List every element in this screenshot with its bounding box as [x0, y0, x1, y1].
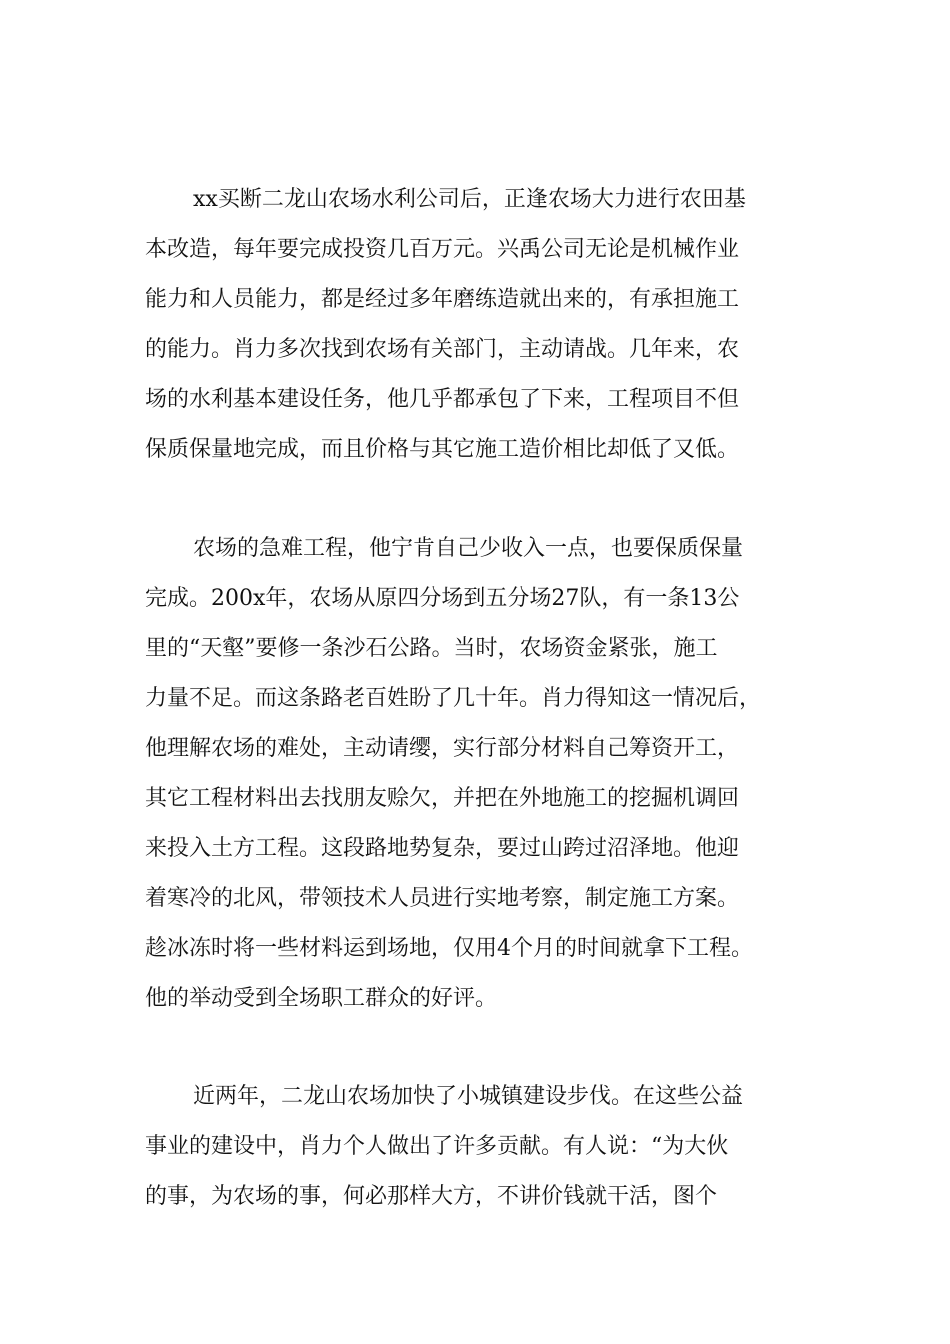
- paragraph-line: 事业的建设中，肖力个人做出了许多贡献。有人说：“为大伙: [145, 1134, 729, 1159]
- paragraph-line: 本改造，每年要完成投资几百万元。兴禹公司无论是机械作业: [145, 237, 740, 262]
- paragraph-line: 着寒冷的北风，带领技术人员进行实地考察，制定施工方案。: [145, 886, 740, 911]
- paragraph-line: 能力和人员能力，都是经过多年磨练造就出来的，有承担施工: [145, 287, 740, 312]
- paragraph-line: 近两年，二龙山农场加快了小城镇建设步伐。在这些公益: [193, 1084, 744, 1109]
- paragraph-2: [145, 524, 835, 1024]
- paragraph-line: 保质保量地完成，而且价格与其它施工造价相比却低了又低。: [145, 437, 740, 462]
- paragraph-3: [145, 1072, 835, 1222]
- paragraph-line: 他理解农场的难处，主动请缨，实行部分材料自己筹资开工，: [145, 736, 740, 761]
- paragraph-line: 的能力。肖力多次找到农场有关部门，主动请战。几年来，农: [145, 337, 740, 362]
- paragraph-line: 来投入土方工程。这段路地势复杂，要过山跨过沼泽地。他迎: [145, 836, 740, 861]
- paragraph-line: 趁冰冻时将一些材料运到场地，仅用4个月的时间就拿下工程。: [145, 936, 753, 961]
- paragraph-1: [145, 175, 835, 475]
- paragraph-line: 力量不足。而这条路老百姓盼了几十年。肖力得知这一情况后，: [145, 686, 762, 711]
- paragraph-line: 农场的急难工程，他宁肯自己少收入一点，也要保质保量: [193, 536, 744, 561]
- paragraph-line: 的事，为农场的事，何必那样大方，不讲价钱就干活，图个: [145, 1184, 718, 1209]
- paragraph-line: 完成。200x年，农场从原四分场到五分场27队，有一条13公: [145, 586, 740, 611]
- paragraph-line: 里的“天壑”要修一条沙石公路。当时，农场资金紧张，施工: [145, 636, 718, 661]
- paragraph-line: 其它工程材料出去找朋友赊欠，并把在外地施工的挖掘机调回: [145, 786, 740, 811]
- paragraph-line: 场的水利基本建设任务，他几乎都承包了下来，工程项目不但: [145, 387, 740, 412]
- paragraph-line: xx买断二龙山农场水利公司后，正逢农场大力进行农田基: [193, 187, 746, 212]
- paragraph-line: 他的举动受到全场职工群众的好评。: [145, 986, 498, 1011]
